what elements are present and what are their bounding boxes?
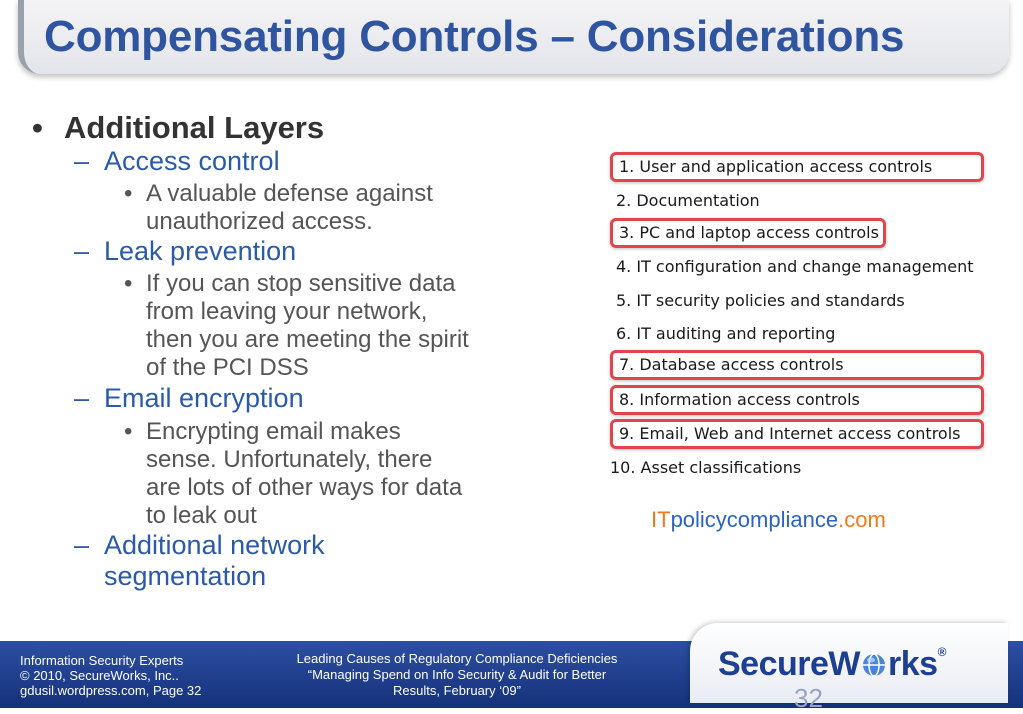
detail-line: Encrypting email makes [146,418,401,445]
list-item: 3. PC and laptop access controls [610,218,886,248]
list-item: 8. Information access controls [610,385,984,415]
bullet-segmentation-cont: segmentation [104,561,267,591]
list-item: 1. User and application access controls [610,152,984,182]
bullet-marker: • [32,110,43,145]
logo-text: SecureW [718,645,860,683]
footer-line: Leading Causes of Regulatory Compliance Deficiencies [296,651,618,666]
dash-marker: – [74,383,90,413]
slide-title: Compensating Controls – Considerations [44,12,905,61]
list-item: 2. Documentation [616,191,760,210]
page-number: 32 [794,683,823,713]
dot-marker: • [124,180,133,207]
list-item: 5. IT security policies and standards [616,291,905,310]
footer-line: Information Security Experts [20,653,184,668]
dash-marker: – [74,530,90,560]
brand-panel [690,623,1008,703]
list-item: 7. Database access controls [610,350,984,380]
bullet-segmentation: Additional network [104,530,325,560]
list-item: 9. Email, Web and Internet access controls [610,419,984,449]
dash-marker: – [74,236,90,266]
list-item: 4. IT configuration and change management [616,257,974,276]
footer-line: Results, February ‘09” [393,683,521,698]
detail-line: are lots of other ways for data [146,474,463,501]
bullet-leak-prevention: Leak prevention [104,236,297,266]
source-logo-part: .com [838,507,886,532]
bullet-access-control: Access control [104,146,280,176]
globe-icon [861,652,887,678]
bullet-content [0,0,560,600]
footer-left [20,653,201,698]
footer-line: gdusil.wordpress.com, Page 32 [20,683,202,698]
dot-marker: • [124,270,133,297]
detail-line: unauthorized access. [146,208,373,235]
registered-mark: ® [937,645,946,659]
footer-line: “Managing Spend on Info Security & Audit for Better [307,667,607,682]
detail-line: sense. Unfortunately, there [146,446,433,473]
detail-line: If you can stop sensitive data [146,270,456,297]
detail-line: of the PCI DSS [146,354,309,381]
secureworks-logo [718,645,946,684]
list-item: 10. Asset classifications [610,458,802,477]
detail-line: to leak out [146,502,257,529]
footer-line: © 2010, SecureWorks, Inc.. [20,668,179,683]
bullet-heading: Additional Layers [64,110,325,145]
logo-text: rks [888,645,938,683]
source-logo [651,507,886,533]
detail-line: A valuable defense against [146,180,433,207]
bullet-email-encryption: Email encryption [104,383,304,413]
deficiency-list [604,150,988,485]
detail-line: from leaving your network, [146,298,428,325]
detail-line: then you are meeting the spirit [146,326,469,353]
source-logo-part: IT [651,507,671,532]
dash-marker: – [74,146,90,176]
list-item: 6. IT auditing and reporting [616,324,836,343]
dot-marker: • [124,418,133,445]
source-logo-part: policycompliance [670,507,839,532]
footer-citation [262,651,652,699]
